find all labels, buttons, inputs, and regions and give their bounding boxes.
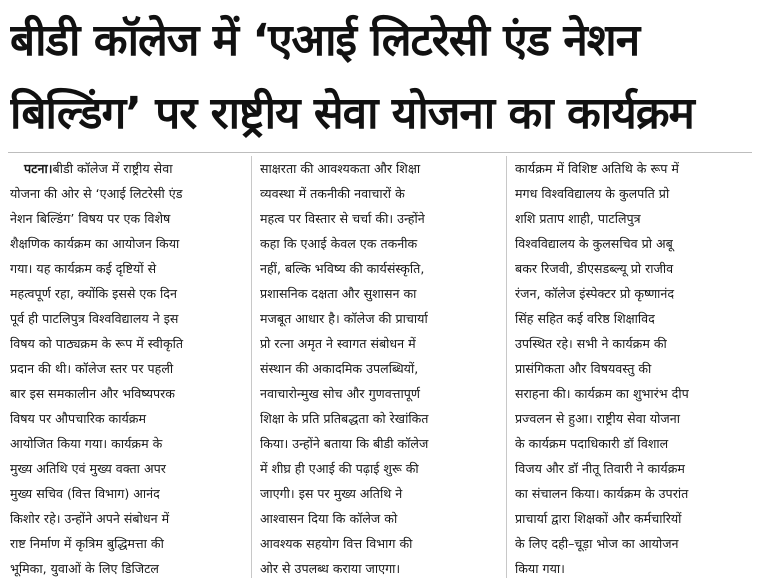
article-line: गया। यह कार्यक्रम कई दृष्टियों से [10, 261, 157, 276]
headline [10, 4, 752, 150]
article-line: शैक्षणिक कार्यक्रम का आयोजन किया [10, 236, 180, 251]
article-line: शशि प्रताप शाही, पाटलिपुत्र [515, 211, 641, 226]
article-line: मगध विश्वविद्यालय के कुलपति प्रो [515, 186, 670, 201]
article-body [10, 156, 752, 578]
article-line: राष्ट निर्माण में कृत्रिम बुद्धिमत्ता की [10, 536, 164, 551]
headline-line-1: बीडी कॉलेज में ‘एआई लिटरेसी एंड नेशन [10, 15, 640, 66]
headline-line-2: बिल्डिंग’ पर राष्ट्रीय सेवा योजना का कार्यक्रम [10, 88, 694, 139]
article-column-2 [251, 156, 506, 578]
article-line: के कार्यक्रम पदाधिकारी डॉ विशाल [515, 436, 669, 451]
article-line: का संचालन किया। कार्यक्रम के उपरांत [515, 486, 689, 501]
article-line: विश्वविद्यालय के कुलसचिव प्रो अबू [515, 236, 673, 251]
article-line: महत्वपूर्ण रहा, क्योंकि इससे एक दिन [10, 286, 177, 301]
article-column-3 [506, 156, 752, 578]
article-line: महत्व पर विस्तार से चर्चा की। उन्होंने [260, 211, 425, 226]
article-line: विषय पर औपचारिक कार्यक्रम [10, 411, 146, 426]
article-line: उपस्थित रहे। सभी ने कार्यक्रम की [515, 336, 667, 351]
article-line: साक्षरता की आवश्यकता और शिक्षा [260, 161, 421, 176]
article-line: जाएगी। इस पर मुख्य अतिथि ने [260, 486, 403, 501]
article-line: भूमिका, युवाओं के लिए डिजिटल [10, 561, 159, 576]
article-line: प्रासंगिकता और विषयवस्तु की [515, 361, 652, 376]
headline-divider [8, 152, 752, 153]
article-line: प्राचार्या द्वारा शिक्षकों और कर्मचारियों [515, 511, 682, 526]
article-line: योजना की ओर से ‘एआई लिटरेसी एंड [10, 186, 183, 201]
article-line: बार इस समकालीन और भविष्यपरक [10, 386, 175, 401]
article-line [10, 156, 243, 181]
article-line: किशोर रहे। उन्होंने अपने संबोधन में [10, 511, 170, 526]
article-line-text: बीडी कॉलेज में राष्ट्रीय सेवा [52, 161, 173, 176]
article-line: मुख्य सचिव (वित्त विभाग) आनंद [10, 486, 160, 501]
article-line: व्यवस्था में तकनीकी नवाचारों के [260, 186, 405, 201]
article-line: रंजन, कॉलेज इंस्पेक्टर प्रो कृष्णानंद [515, 286, 675, 301]
article-line: आवश्यक सहयोग वित्त विभाग की [260, 536, 413, 551]
article-line: सराहना की। कार्यक्रम का शुभारंभ दीप [515, 386, 689, 401]
dateline: पटना। [24, 161, 53, 176]
article-line: विषय को पाठ्यक्रम के रूप में स्वीकृति [10, 336, 184, 351]
article-line: में शीघ्र ही एआई की पढ़ाई शुरू की [260, 461, 419, 476]
article-line: प्रज्वलन से हुआ। राष्ट्रीय सेवा योजना [515, 411, 681, 426]
article-line: कार्यक्रम में विशिष्ट अतिथि के रूप में [515, 161, 679, 176]
article-line: बकर रिजवी, डीएसडब्ल्यू प्रो राजीव [515, 261, 674, 276]
article-line: संस्थान की अकादमिक उपलब्धियों, [260, 361, 419, 376]
article-line: किया। उन्होंने बताया कि बीडी कॉलेज [260, 436, 429, 451]
article-line: नेशन बिल्डिंग’ विषय पर एक विशेष [10, 211, 171, 226]
article-line: नवाचारोन्मुख सोच और गुणवत्तापूर्ण [260, 386, 420, 401]
article-line: किया गया। [515, 561, 565, 576]
article-line: मजबूत आधार है। कॉलेज की प्राचार्या [260, 311, 428, 326]
article-line: प्रशासनिक दक्षता और सुशासन का [260, 286, 417, 301]
article-line: नहीं, बल्कि भविष्य की कार्यसंस्कृति, [260, 261, 425, 276]
article-line: कहा कि एआई केवल एक तकनीक [260, 236, 418, 251]
article-line: आश्वासन दिया कि कॉलेज को [260, 511, 398, 526]
article-line: सिंह सहित कई वरिष्ठ शिक्षाविद [515, 311, 655, 326]
article-line: प्रो रत्ना अमृत ने स्वागत संबोधन में [260, 336, 416, 351]
article-line: विजय और डॉ नीतू तिवारी ने कार्यक्रम [515, 461, 685, 476]
article-line: मुख्य अतिथि एवं मुख्य वक्ता अपर [10, 461, 166, 476]
article-line: पूर्व ही पाटलिपुत्र विश्वविद्यालय ने इस [10, 311, 179, 326]
article-line: प्रदान की थी। कॉलेज स्तर पर पहली [10, 361, 174, 376]
article-column-1 [10, 156, 251, 578]
article-line: आयोजित किया गया। कार्यक्रम के [10, 436, 163, 451]
article-line: के लिए दही–चूड़ा भोज का आयोजन [515, 536, 679, 551]
article-line: ओर से उपलब्ध कराया जाएगा। [260, 561, 401, 576]
article-line: शिक्षा के प्रति प्रतिबद्धता को रेखांकित [260, 411, 429, 426]
